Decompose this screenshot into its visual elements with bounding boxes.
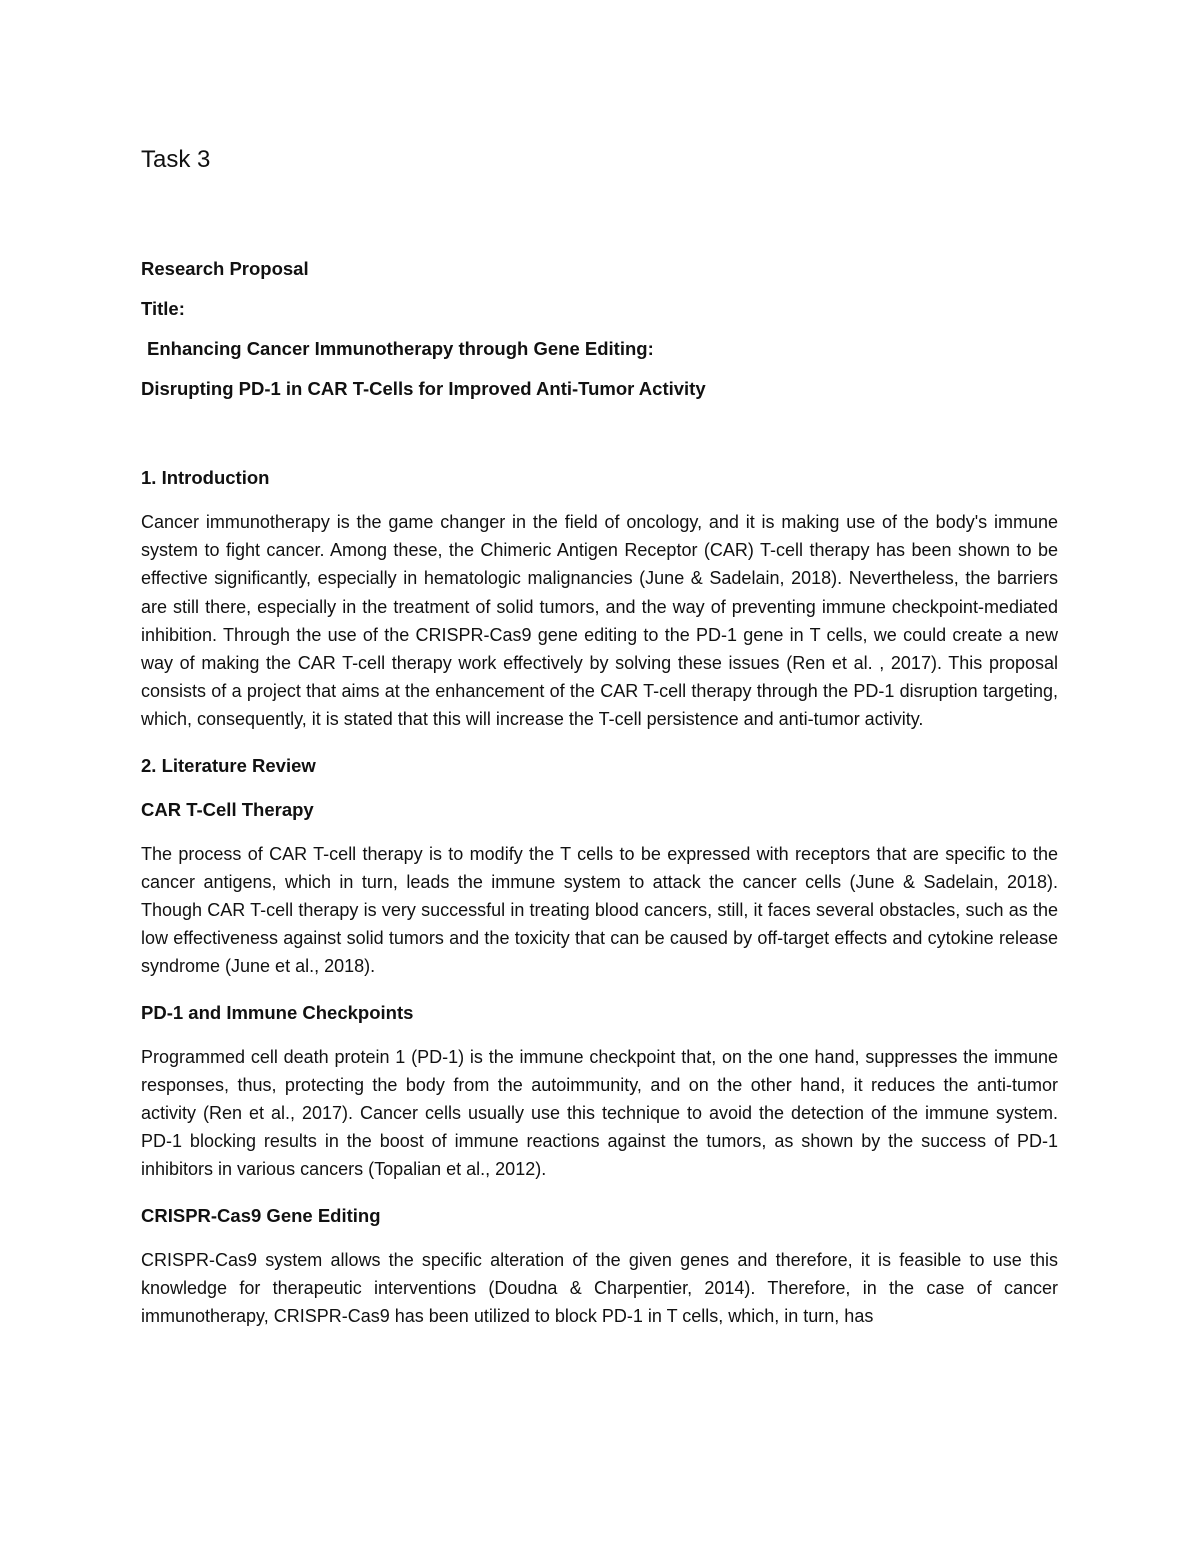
introduction-heading: 1. Introduction [141,467,270,488]
pd1-heading: PD-1 and Immune Checkpoints [141,1001,414,1023]
car-t-heading: CAR T-Cell Therapy [141,798,314,820]
proposal-label: Research Proposal [141,258,309,279]
document-body [141,143,1058,1330]
crispr-heading: CRISPR-Cas9 Gene Editing [141,1204,381,1226]
literature-review-heading: 2. Literature Review [141,754,316,776]
proposal-title-line-2: Disrupting PD-1 in CAR T-Cells for Improved Anti-Tumor Activity [141,378,706,399]
title-label: Title: [141,298,185,319]
crispr-paragraph: CRISPR-Cas9 system allows the specific alteration of the given genes and therefore, it is feasible to use this knowledge for therapeutic interventions (Doudna & Charpentier, 2014). Therefore, in the case of cancer immunotherapy, CRISPR-Cas9 has been utilized to block PD-1 in T cells, which, in turn, has [141,1249,1058,1327]
car-t-paragraph: The process of CAR T-cell therapy is to modify the T cells to be expressed with receptors that are specific to the cancer antigens, which in turn, leads the immune system to attack the cancer cells (June & Sadelain, 2018). Though CAR T-cell therapy is very successful in treating blood cancers, still, it faces several obstacles, such as the low effectiveness against solid tumors and the toxicity that can be caused by off-target effects and cytokine release syndrome (June et al., 2018). [141,843,1058,977]
pd1-paragraph: Programmed cell death protein 1 (PD-1) is the immune checkpoint that, on the one hand, suppresses the immune responses, thus, protecting the body from the autoimmunity, and on the other hand, it reduces the anti-tumor activity (Ren et al., 2017). Cancer cells usually use this technique to avoid the detection of the immune system. PD-1 blocking results in the boost of immune reactions against the tumors, as shown by the success of PD-1 inhibitors in various cancers (Topalian et al., 2012). [141,1046,1058,1180]
task-title: Task 3 [141,146,211,173]
proposal-title-line-1: Enhancing Cancer Immunotherapy through Gene Editing: [147,338,654,359]
introduction-paragraph: Cancer immunotherapy is the game changer in the field of oncology, and it is making use of the body's immune system to fight cancer. Among these, the Chimeric Antigen Receptor (CAR) T-cell therapy has been shown to be effective significantly, especially in hematologic malignancies (June & Sadelain, 2018). Nevertheless, the barriers are still there, especially in the treatment of solid tumors, and the way of preventing immune checkpoint-mediated inhibition. Through the use of the CRISPR-Cas9 gene editing to the PD-1 gene in T cells, we could create a new way of making the CAR T-cell therapy work effectively by solving these issues (Ren et al. , 2017). This proposal consists of a project that aims at the enhancement of the CAR T-cell therapy through the PD-1 disruption targeting, which, consequently, it is stated that this will increase the T-cell persistence and anti-tumor activity. [141,512,1058,730]
